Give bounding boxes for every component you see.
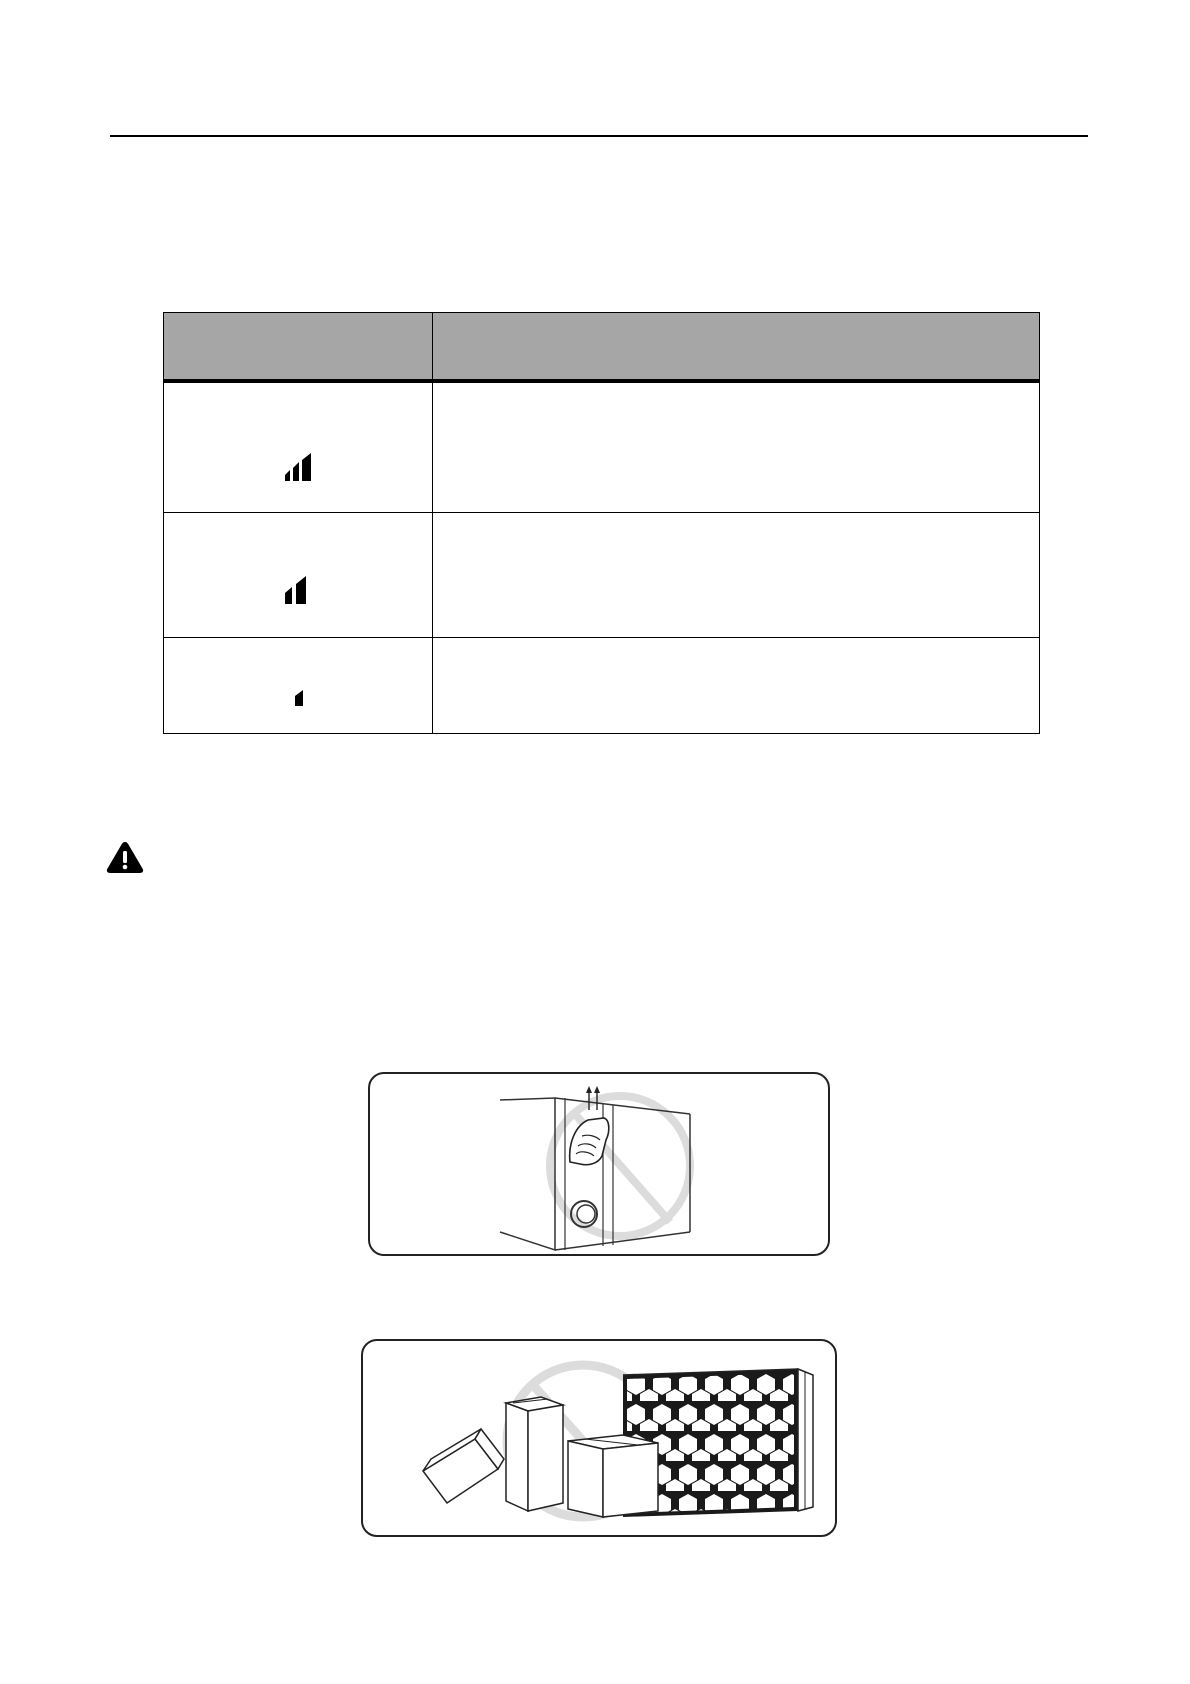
no-obstruction-illustration bbox=[361, 1339, 837, 1537]
signal-medium-icon bbox=[285, 576, 311, 604]
signal-strong-icon bbox=[285, 453, 315, 481]
top-rule bbox=[110, 135, 1088, 137]
table-header bbox=[164, 313, 1039, 383]
no-pulling-panel-illustration bbox=[368, 1072, 830, 1256]
column-divider bbox=[432, 313, 433, 733]
unit-side-drawing bbox=[370, 1074, 830, 1256]
header-cell-icon bbox=[164, 313, 432, 379]
signal-table bbox=[163, 312, 1040, 734]
signal-weak-icon bbox=[295, 690, 305, 706]
row-divider bbox=[164, 512, 1039, 513]
warning-triangle-icon bbox=[105, 840, 145, 874]
row-divider bbox=[164, 637, 1039, 638]
boxes-and-unit-drawing bbox=[363, 1341, 837, 1537]
header-cell-description bbox=[433, 313, 1039, 379]
